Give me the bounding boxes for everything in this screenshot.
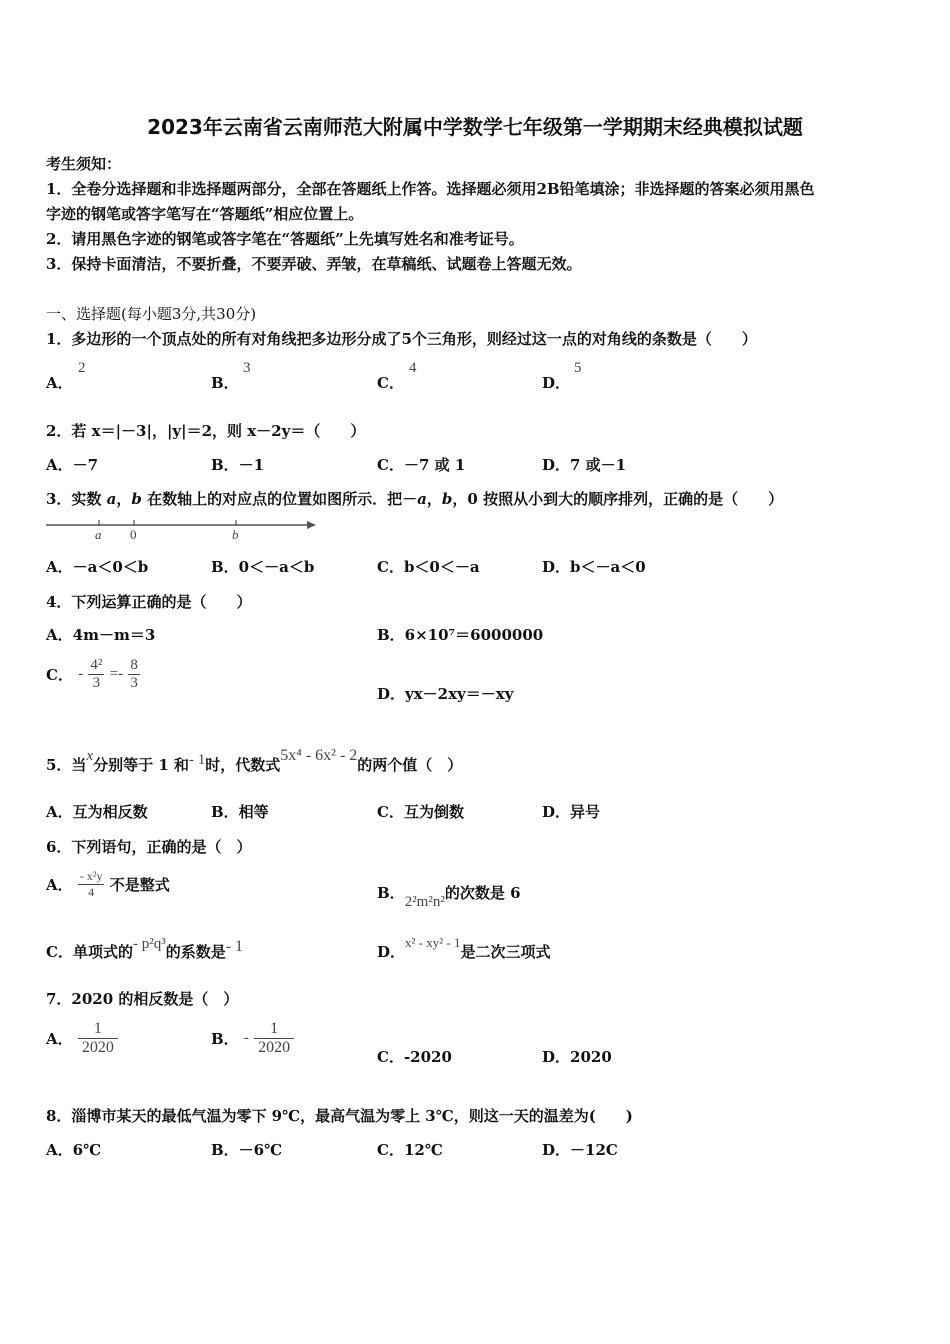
q7-option-a: A． $\frac{1}{2020}$ — [46, 1020, 118, 1057]
q1-option-d-value: 5 — [574, 360, 582, 376]
notice-line-1b: 字迹的钢笔或答字笔写在“答题纸”相应位置上。 — [46, 205, 364, 223]
q4-option-a: A．4m－m＝3 — [46, 626, 156, 644]
section-heading: 一、选择题(每小题3分,共30分) — [46, 305, 257, 323]
q6-a-fraction: $\frac{\text{- x²y}}{4}$ — [79, 869, 103, 899]
q3-option-a: A．－a＜0＜b — [46, 558, 149, 576]
q7-b-fraction: $\frac{1}{2020}$ — [254, 1020, 294, 1057]
question-5-stem: 5．当x分别等于 1 和- 1时，代数式5x⁴ - 6x² - 2的两个值（ ） — [46, 747, 463, 774]
q7-option-c: C．-2020 — [377, 1048, 452, 1066]
q3-option-c: C．b＜0＜－a — [377, 558, 480, 576]
question-6-stem: 6．下列语句，正确的是（ ） — [46, 838, 252, 856]
q4-c-right-fraction: $\frac{8}{3}$ — [130, 657, 138, 691]
notice-line-1a: 1．全卷分选择题和非选择题两部分，全部在答题纸上作答。选择题必须用2B铅笔填涂；非选择题的答案必须用黑色 — [46, 180, 815, 198]
question-1-stem: 1．多边形的一个顶点处的所有对角线把多边形分成了5个三角形，则经过这一点的对角线的条数是（ ） — [46, 330, 757, 348]
notice-line-2: 2．请用黑色字迹的钢笔或答字笔在“答题纸”上先填写姓名和准考证号。 — [46, 230, 524, 248]
q6-option-d: D．x² - xy² - 1是二次三项式 — [377, 935, 551, 961]
q4-option-b: B．6×10⁷＝6000000 — [377, 626, 544, 644]
number-line-diagram — [44, 514, 319, 544]
q4-option-d: D．yx－2xy＝－xy — [377, 685, 514, 703]
q8-option-a: A．6℃ — [46, 1141, 102, 1159]
q8-option-c: C．12℃ — [377, 1141, 443, 1159]
q6-option-a: A． $\frac{\text{- x²y}}{4}$ 不是整式 — [46, 869, 170, 899]
q5-option-d: D．异号 — [542, 803, 601, 821]
q8-option-b: B．－6℃ — [211, 1141, 283, 1159]
q3-option-b: B．0＜－a＜b — [211, 558, 315, 576]
axis-label-b: b — [232, 527, 239, 542]
q1-option-c-label: C． — [377, 374, 404, 392]
q7-option-b: B． - $\frac{1}{2020}$ — [211, 1020, 294, 1057]
q7-option-d: D．2020 — [542, 1048, 612, 1066]
q1-option-b-label: B． — [211, 374, 239, 392]
q5-option-a: A．互为相反数 — [46, 803, 148, 821]
q1-option-a-label: A． — [46, 374, 73, 392]
axis-label-a: a — [95, 527, 102, 542]
q5-option-b: B．相等 — [211, 803, 269, 821]
q6-option-b: B．2²m²n²的次数是 6 — [377, 884, 521, 910]
q4-option-c: C． - $\frac{\text{4²}}{3}$ =- $\frac{8}{3}$ — [46, 657, 138, 691]
notice-line-3: 3．保持卡面清洁，不要折叠，不要弄破、弄皱，在草稿纸、试题卷上答题无效。 — [46, 255, 582, 273]
q6-option-c: C．单项式的- p²q³的系数是- 1 — [46, 936, 244, 961]
q2-option-d: D．7 或－1 — [542, 456, 627, 474]
q4-c-left-fraction: $\frac{\text{4²}}{3}$ — [90, 657, 103, 691]
q2-option-b: B．－1 — [211, 456, 265, 474]
question-3-stem: 3．实数 a，b 在数轴上的对应点的位置如图所示．把－a，b，0 按照从小到大的顺序排列，正确的是（ ） — [46, 490, 784, 508]
question-2-stem: 2．若 x＝|－3|，|y|＝2，则 x－2y＝（ ） — [46, 422, 366, 440]
q2-option-c: C．－7 或 1 — [377, 456, 466, 474]
question-8-stem: 8．淄博市某天的最低气温为零下 9℃，最高气温为零上 3℃，则这一天的温差为( ) — [46, 1107, 633, 1125]
q8-option-d: D．－12C — [542, 1141, 618, 1159]
q1-option-a-value: 2 — [78, 360, 86, 376]
q1-option-b-value: 3 — [243, 360, 251, 376]
q1-option-c-value: 4 — [409, 360, 417, 376]
question-4-stem: 4．下列运算正确的是（ ） — [46, 593, 252, 611]
q1-option-d-label: D． — [542, 374, 571, 392]
notice-heading: 考生须知： — [46, 155, 122, 173]
q5-option-c: C．互为倒数 — [377, 803, 464, 821]
q7-a-fraction: $\frac{1}{2020}$ — [78, 1020, 118, 1057]
page-title: 2023年云南省云南师范大附属中学数学七年级第一学期期末经典模拟试题 — [147, 115, 803, 139]
q2-option-a: A．－7 — [46, 456, 99, 474]
axis-label-0: 0 — [130, 527, 137, 542]
q3-option-d: D．b＜－a＜0 — [542, 558, 646, 576]
question-7-stem: 7．2020 的相反数是（ ） — [46, 990, 239, 1008]
